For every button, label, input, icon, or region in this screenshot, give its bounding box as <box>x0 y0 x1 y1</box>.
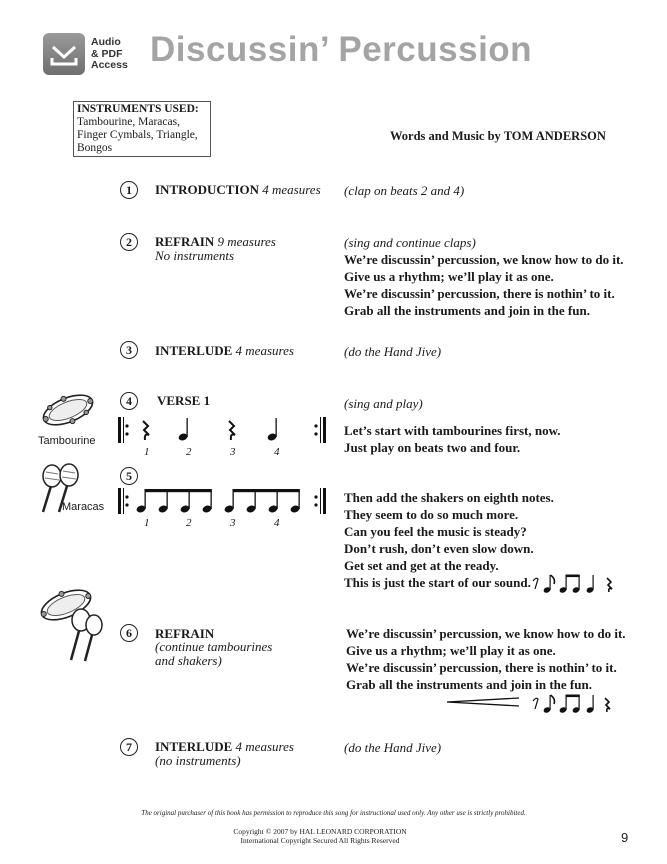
section-heading: REFRAIN 9 measures <box>155 234 276 249</box>
step-number: 4 <box>120 392 138 410</box>
section-note: (continue tambourines and shakers) <box>155 639 273 668</box>
page-title: Discussin’ Percussion <box>150 30 533 69</box>
section-note: No instruments <box>155 248 235 263</box>
lyrics-block: We’re discussin’ percussion, we know how to do it. Give us a rhythm; we’ll play it as one. We’re discussin’ percussion, there is nothin’ to it. Grab all the instruments and join in the fun. <box>344 252 624 318</box>
beat-number: 1 <box>144 446 150 458</box>
decrescendo-rhythm-notation <box>445 692 615 716</box>
section-heading: INTRODUCTION 4 measures <box>155 182 321 197</box>
copyright: Copyright © 2007 by HAL LEONARD CORPORATION International Copyright Secured All Rights Reserved <box>233 827 407 845</box>
permission-note: The original purchaser of this book has permission to reproduce this song for instructional used only. Any other use is strictly prohibited. <box>141 809 526 817</box>
section-heading: INTERLUDE 4 measures <box>155 739 294 754</box>
page-number: 9 <box>621 830 629 845</box>
lyrics-block: Let’s start with tambourines first, now. Just play on beats two and four. <box>344 423 561 455</box>
lyrics-block: Then add the shakers on eighth notes. They seem to do so much more. Can you feel the music is steady? Don’t rush, don’t even slow down. Get set and get at the ready. This is just the start of our sound. <box>344 490 554 590</box>
performance-cue: (sing and play) <box>344 396 423 411</box>
maracas-label: Maracas <box>62 501 105 513</box>
rhythm-fill-notation <box>530 571 620 595</box>
step-number: 6 <box>120 624 138 642</box>
tambourine-maracas-icon <box>36 585 106 665</box>
beat-number: 4 <box>274 517 280 529</box>
section-heading: VERSE 1 <box>157 393 211 408</box>
tambourine-label: Tambourine <box>38 435 96 447</box>
performance-cue: (do the Hand Jive) <box>344 740 442 755</box>
beat-number: 3 <box>230 517 236 529</box>
section-note: (no instruments) <box>155 753 241 768</box>
performance-cue: (clap on beats 2 and 4) <box>344 183 465 198</box>
beat-number: 4 <box>274 446 280 458</box>
performance-cue: (sing and continue claps) <box>344 235 476 250</box>
performance-cue: (do the Hand Jive) <box>344 344 442 359</box>
audio-pdf-icon[interactable] <box>43 33 85 75</box>
section-heading: INTERLUDE 4 measures <box>155 343 294 358</box>
section-heading: REFRAIN <box>155 626 215 641</box>
beat-number: 3 <box>230 446 236 458</box>
step-number: 1 <box>120 181 138 199</box>
tambourine-icon <box>38 388 98 433</box>
step-number: 3 <box>120 341 138 359</box>
credits: Words and Music by TOM ANDERSON <box>390 129 606 143</box>
rhythm-notation-eighths <box>117 484 332 518</box>
beat-number: 1 <box>144 517 150 529</box>
step-number: 7 <box>120 738 138 756</box>
audio-access-label: Audio & PDF Access <box>91 36 128 71</box>
step-number: 5 <box>120 467 138 485</box>
step-number: 2 <box>120 233 138 251</box>
instruments-used-box: INSTRUMENTS USED: Tambourine, Maracas, Finger Cymbals, Triangle, Bongos <box>73 101 211 157</box>
beat-number: 2 <box>186 517 192 529</box>
lyrics-block: We’re discussin’ percussion, we know how to do it. Give us a rhythm; we’ll play it as one. We’re discussin’ percussion, there is nothin’ to it. Grab all the instruments and join in the fun. <box>346 626 626 692</box>
beat-number: 2 <box>186 446 192 458</box>
rhythm-notation-verse <box>117 413 332 447</box>
